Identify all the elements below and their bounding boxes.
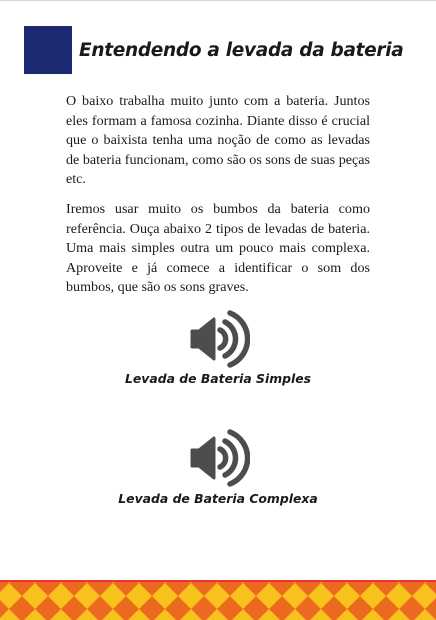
header-accent-square bbox=[24, 26, 72, 74]
audio-item-complexa bbox=[0, 429, 436, 506]
top-divider bbox=[0, 0, 436, 1]
diamond-pattern bbox=[0, 580, 436, 620]
page-title: Entendendo a levada da bateria bbox=[79, 39, 404, 61]
audio-item-simples bbox=[0, 310, 436, 386]
page-header bbox=[24, 26, 403, 74]
speaker-icon[interactable] bbox=[186, 310, 250, 368]
speaker-icon[interactable] bbox=[186, 429, 250, 487]
audio-label-complexa: Levada de Bateria Complexa bbox=[118, 491, 318, 506]
instruction-paragraph: Iremos usar muito os bumbos da bateria como referência. Ouça abaixo 2 tipos de levadas de bateria. Uma mais simples outra um pouco mais complexa. Aproveite e já comece a identificar o som dos bumbos, que são os sons graves. bbox=[66, 201, 370, 295]
audio-label-simples: Levada de Bateria Simples bbox=[124, 371, 311, 386]
intro-paragraph: O baixo trabalha muito junto com a bateria. Juntos eles formam a famosa cozinha. Diante disso é crucial que o baixista tenha uma noção de como as levadas de bateria funcionam, como são os sons de suas peças etc. bbox=[66, 93, 370, 187]
